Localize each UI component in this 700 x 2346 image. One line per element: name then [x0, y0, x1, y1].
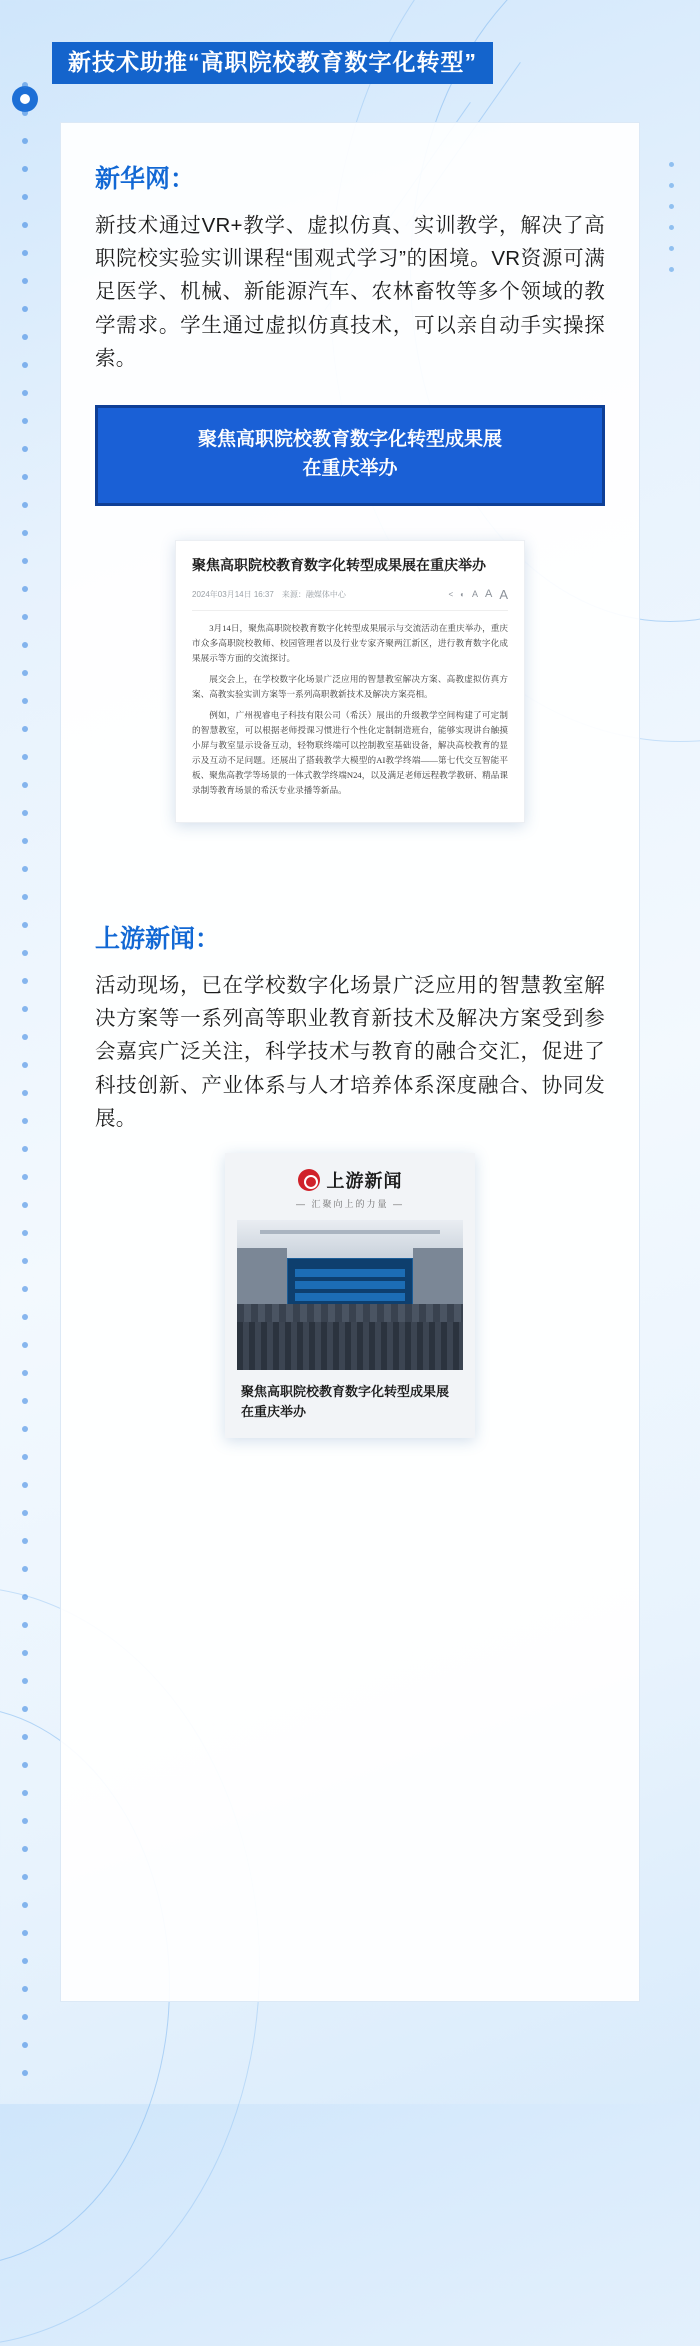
article-paragraph: 展交会上，在学校数字化场景广泛应用的智慧教室解决方案、高教虚拟仿真方案、高教实验实训方案等一系列高职教新技术及解决方案亮相。	[192, 673, 508, 699]
page-title: 新技术助推“高职院校教育数字化转型”	[52, 42, 493, 84]
share-icon[interactable]: <	[448, 589, 454, 599]
section-title-shangyou: 上游新闻：	[95, 924, 221, 953]
news-app-brand	[237, 1167, 463, 1193]
page-header	[52, 42, 652, 84]
news-app-screenshot	[225, 1153, 475, 1438]
section-title-xinhua: 新华网：	[95, 165, 196, 193]
circle-icon[interactable]: ◐	[460, 589, 465, 599]
font-small-icon[interactable]: A	[471, 589, 478, 600]
dot-column-left	[22, 82, 32, 2098]
section-body-shangyou: 活动现场，已在学校数字化场景广泛应用的智慧教室解决方案等一系列高等职业教育新技术及解决方案受到参会嘉宾广泛关注，科学技术与教育的融合交汇，促进了科技创新、产业体系与人才培养体系深度融合、协同发展。	[95, 973, 605, 1130]
font-medium-icon[interactable]: A	[484, 588, 493, 601]
conference-hall-photo	[237, 1220, 463, 1370]
section-xinhua	[95, 159, 605, 375]
article-toolbar	[448, 587, 508, 602]
section-shangyou	[95, 919, 605, 1135]
headline-banner-line1: 聚焦高职院校教育数字化转型成果展	[197, 429, 502, 451]
content-card	[60, 122, 640, 2002]
article-paragraph: 3月14日，聚焦高职院校教育数字化转型成果展示与交流活动在重庆举办，重庆市众多高职院校教师、校园管理者以及行业专家齐聚两江新区，进行教育数字化成果展示等方面的交流探讨。	[192, 622, 508, 663]
article-screenshot	[175, 540, 525, 823]
article-screenshot-title: 聚焦高职院校教育数字化转型成果展在重庆举办	[192, 559, 486, 575]
font-large-icon[interactable]: A	[499, 586, 508, 602]
section-body-xinhua: 新技术通过VR+教学、虚拟仿真、实训教学，解决了高职院校实验实训课程“围观式学习”的困境。VR资源可满足医学、机械、新能源汽车、农林畜牧等多个领域的教学需求。学生通过虚拟仿真技术，可以亲自动手实操探索。	[95, 214, 605, 370]
headline-banner-line2: 在重庆举办	[302, 457, 398, 479]
dot-column-right	[669, 162, 674, 288]
article-source: 来源：融媒体中心	[281, 589, 346, 599]
headline-banner	[95, 405, 605, 506]
news-app-caption: 聚焦高职院校教育数字化转型成果展在重庆举办	[241, 1383, 450, 1420]
article-date: 2024年03月14日 16:37	[192, 589, 274, 599]
article-paragraph: 例如，广州视睿电子科技有限公司（希沃）展出的升级教学空间构建了可定制的智慧教室，可以根据老师授课习惯进行个性化定制制造班台，能够实现讲台触摸小屏与教室显示设备互动，轻物联终端可以控制教室基础设备，解决高校教育的显示及互动不足问题。还展出了搭载教学大模型的AI教学终端——第七代交互智能平板、聚焦高教学等场景的一体式教学终端N24，以及满足老师远程教学教研、精品课录制等教育场景的希沃专业录播等新品。	[192, 709, 508, 795]
article-screenshot-meta	[192, 587, 508, 611]
news-app-slogan: — 汇聚向上的力量 —	[295, 1198, 404, 1209]
bullet-dot-icon	[12, 86, 38, 112]
shangyou-logo-icon	[298, 1169, 320, 1191]
news-app-brand-name: 上游新闻	[326, 1170, 403, 1191]
